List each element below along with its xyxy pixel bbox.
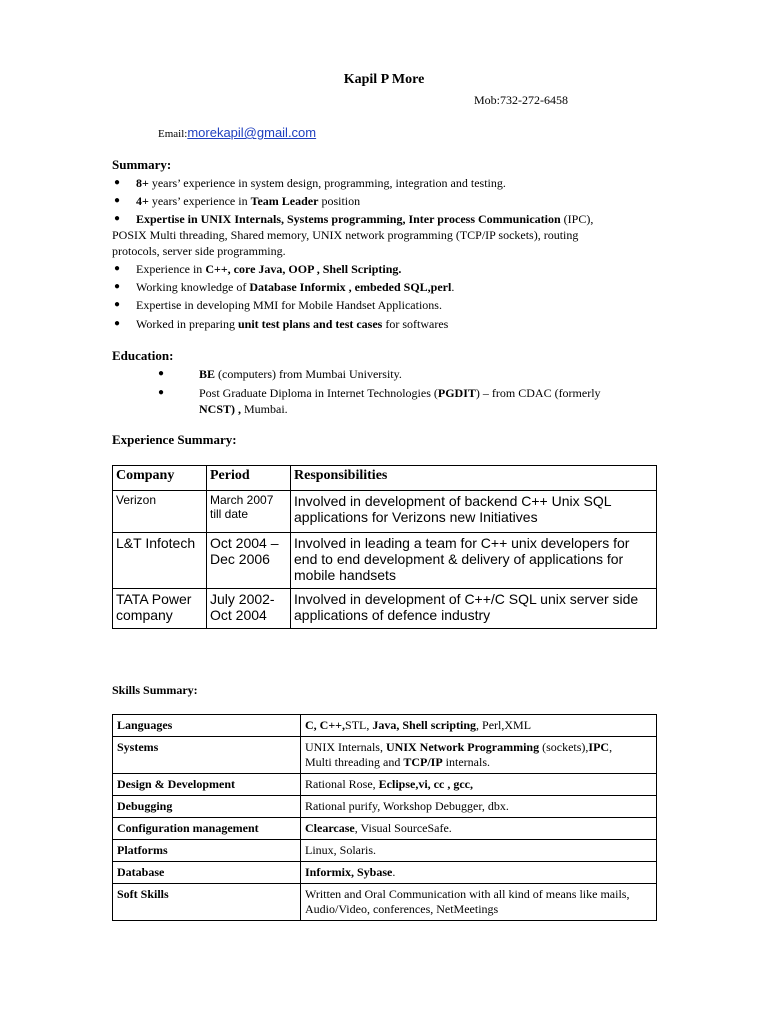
summary-item — [114, 316, 658, 332]
skill-category: Languages — [113, 715, 301, 737]
company-cell: L&T Infotech — [113, 533, 207, 589]
education-item-text: (computers) from Mumbai University. — [215, 367, 402, 381]
table-row — [113, 796, 657, 818]
responsibility-cell: Involved in leading a team for C++ unix developers for end to end development & delivery of applications for mobile handsets — [291, 533, 657, 589]
skill-value-bold: Informix, Sybase — [305, 865, 393, 879]
skill-value-bold: C, C++, — [305, 718, 346, 732]
bullet-icon: ● — [114, 195, 121, 206]
period-cell: July 2002- Oct 2004 — [207, 589, 291, 629]
skill-values: Written and Oral Communication with all kind of means like mails, Audio/Video, conferences, NetMeetings — [301, 884, 657, 921]
table-row — [113, 491, 657, 533]
bullet-icon: ● — [158, 387, 165, 398]
skill-value-text: STL, — [345, 718, 373, 732]
education-item-text: Mumbai. — [241, 402, 288, 416]
skill-value-text: Multi threading and — [305, 755, 404, 769]
skill-values — [301, 862, 657, 884]
summary-item-text: years’ experience in — [148, 194, 251, 208]
summary-item — [114, 279, 658, 295]
bullet-icon: ● — [114, 263, 121, 274]
summary-item-bold: unit test plans and test cases — [238, 317, 383, 331]
summary-heading: Summary: — [112, 157, 172, 172]
skill-values — [301, 715, 657, 737]
skill-category: Debugging — [113, 796, 301, 818]
summary-item-continuation: protocols, server side programming. — [112, 244, 286, 258]
table-header-row — [113, 466, 657, 491]
period-cell: March 2007 till date — [207, 491, 291, 533]
table-row — [113, 715, 657, 737]
education-item-bold: NCST) , — [199, 402, 242, 416]
education-item-text: ) – from CDAC (formerly — [475, 386, 601, 400]
skill-category: Configuration management — [113, 818, 301, 840]
skill-values: Linux, Solaris. — [301, 840, 657, 862]
candidate-name: Kapil P More — [343, 72, 425, 87]
bullet-icon: ● — [158, 368, 165, 379]
table-row — [113, 589, 657, 629]
summary-item-text: Expertise in developing MMI for Mobile Handset Applications. — [136, 298, 442, 312]
skills-heading: Skills Summary: — [112, 683, 198, 697]
summary-item-bold: Expertise in UNIX Internals, Systems programming, Inter process Communication — [136, 212, 561, 226]
table-row — [113, 818, 657, 840]
education-item-bold: BE — [199, 367, 216, 381]
skill-value-text: . — [392, 865, 396, 879]
skill-category: Design & Development — [113, 774, 301, 796]
education-item-bold: PGDIT — [437, 386, 476, 400]
company-cell: TATA Power company — [113, 589, 207, 629]
summary-item-bold: Team Leader — [250, 194, 319, 208]
skill-value-text: , — [609, 740, 613, 754]
skill-value-text: , Visual SourceSafe. — [354, 821, 452, 835]
responsibility-cell: Involved in development of backend C++ Unix SQL applications for Verizons new Initiatives — [291, 491, 657, 533]
email-label: Email: — [158, 128, 188, 140]
skill-values — [301, 774, 657, 796]
summary-item-text: (IPC), — [560, 212, 594, 226]
summary-item — [114, 175, 658, 191]
skill-value-text: (sockets), — [539, 740, 589, 754]
skill-value-bold: Eclipse,vi, cc , gcc, — [378, 777, 473, 791]
email-link[interactable]: morekapil@gmail.com — [187, 125, 317, 140]
bullet-icon: ● — [114, 318, 121, 329]
skill-category: Platforms — [113, 840, 301, 862]
company-cell: Verizon — [113, 491, 207, 533]
skill-value-text: Rational Rose, — [305, 777, 379, 791]
summary-item-text: for softwares — [382, 317, 449, 331]
column-header: Period — [207, 466, 291, 491]
period-cell: Oct 2004 – Dec 2006 — [207, 533, 291, 589]
column-header: Company — [113, 466, 207, 491]
education-item — [158, 385, 658, 417]
skill-category: Systems — [113, 737, 301, 774]
summary-item-bold: 4+ — [136, 194, 149, 208]
summary-item-text: years’ experience in system design, programming, integration and testing. — [148, 176, 506, 190]
summary-item — [114, 261, 658, 277]
skill-value-text: , Perl,XML — [476, 718, 532, 732]
table-row — [113, 533, 657, 589]
bullet-icon: ● — [114, 177, 121, 188]
email-line — [158, 125, 316, 140]
skill-category: Soft Skills — [113, 884, 301, 921]
skill-values — [301, 737, 657, 774]
table-row — [113, 737, 657, 774]
education-item — [158, 366, 658, 382]
skill-value-text: UNIX Internals, — [305, 740, 386, 754]
summary-item-text: Working knowledge of — [136, 280, 250, 294]
bullet-icon: ● — [114, 281, 121, 292]
summary-item-bold: C++, core Java, OOP , Shell Scripting. — [205, 262, 402, 276]
education-heading: Education: — [112, 348, 174, 363]
table-row — [113, 862, 657, 884]
skill-values — [301, 818, 657, 840]
column-header: Responsibilities — [291, 466, 657, 491]
summary-item-text: Worked in preparing — [136, 317, 238, 331]
skill-value-bold: Java, Shell scripting — [372, 718, 477, 732]
summary-item-text: Experience in — [136, 262, 206, 276]
summary-item — [114, 211, 658, 227]
experience-table — [112, 465, 657, 629]
mobile-number: Mob:732-272-6458 — [474, 93, 568, 107]
skills-table — [112, 714, 657, 921]
responsibility-cell: Involved in development of C++/C SQL unix server side applications of defence industry — [291, 589, 657, 629]
skill-value-bold: TCP/IP — [403, 755, 443, 769]
summary-item — [114, 297, 658, 313]
summary-item-bold: Database Informix , embeded SQL,perl — [249, 280, 452, 294]
summary-item-text: position — [318, 194, 361, 208]
skill-value-bold: Clearcase — [305, 821, 355, 835]
table-row — [113, 774, 657, 796]
skill-category: Database — [113, 862, 301, 884]
education-item-text: Post Graduate Diploma in Internet Technologies ( — [199, 386, 438, 400]
table-row — [113, 840, 657, 862]
summary-item-text: . — [451, 280, 455, 294]
bullet-icon: ● — [114, 213, 121, 224]
skill-values: Rational purify, Workshop Debugger, dbx. — [301, 796, 657, 818]
summary-item-bold: 8+ — [136, 176, 149, 190]
summary-item — [114, 193, 658, 209]
bullet-icon: ● — [114, 299, 121, 310]
skill-value-text: internals. — [442, 755, 490, 769]
skill-value-bold: UNIX Network Programming — [385, 740, 540, 754]
summary-item-continuation: POSIX Multi threading, Shared memory, UNIX network programming (TCP/IP sockets), routing — [112, 228, 579, 242]
table-row — [113, 884, 657, 921]
skill-value-bold: IPC — [588, 740, 610, 754]
experience-heading: Experience Summary: — [112, 432, 237, 447]
